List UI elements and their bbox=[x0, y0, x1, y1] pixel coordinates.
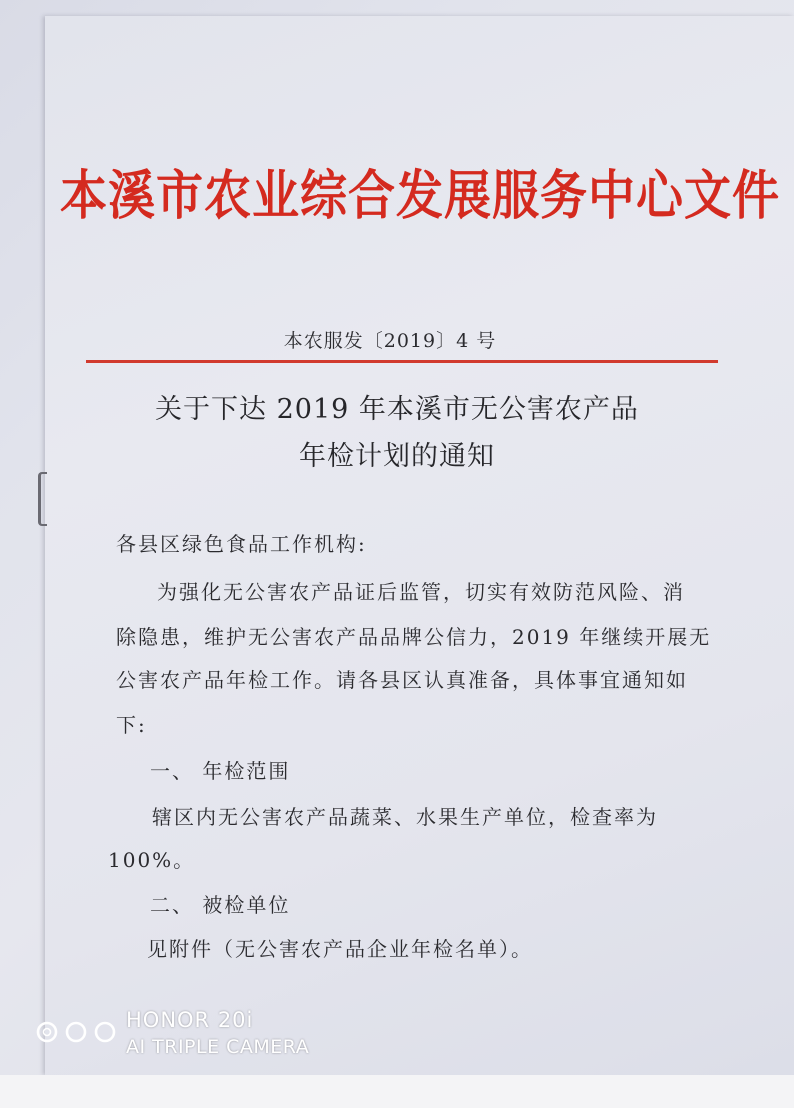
paragraph-1-line-3: 公害农产品年检工作。请各县区认真准备，具体事宜通知如 bbox=[116, 668, 688, 692]
section-1-heading: 一、 年检范围 bbox=[150, 759, 291, 783]
notice-title-line-1: 关于下达 2019 年本溪市无公害农产品 bbox=[155, 394, 639, 425]
red-divider-line bbox=[86, 360, 718, 363]
section-1-line-2: 100%。 bbox=[108, 848, 196, 872]
document-number: 本农服发〔2019〕4 号 bbox=[283, 330, 497, 352]
salutation: 各县区绿色食品工作机构: bbox=[116, 532, 367, 556]
paragraph-1-line-1: 为强化无公害农产品证后监管，切实有效防范风险、消 bbox=[157, 580, 685, 604]
triple-camera-circles-icon bbox=[36, 1020, 120, 1044]
watermark-brand: HONOR 20i bbox=[126, 1008, 254, 1032]
binding-bracket-mark bbox=[38, 472, 47, 526]
bottom-border-strip bbox=[0, 1075, 794, 1108]
section-2-line-1: 见附件（无公害农产品企业年检名单）。 bbox=[147, 937, 533, 961]
document-header-title: 本溪市农业综合发展服务中心文件 bbox=[60, 165, 780, 227]
watermark-camera: AI TRIPLE CAMERA bbox=[126, 1036, 310, 1058]
notice-title-line-2: 年检计划的通知 bbox=[299, 441, 495, 472]
paragraph-1-line-4: 下: bbox=[116, 713, 147, 737]
paragraph-1-line-2: 除隐患，维护无公害农产品品牌公信力，2019 年继续开展无 bbox=[116, 625, 712, 649]
section-2-heading: 二、 被检单位 bbox=[150, 893, 291, 917]
section-1-line-1: 辖区内无公害农产品蔬菜、水果生产单位，检查率为 bbox=[152, 805, 658, 829]
